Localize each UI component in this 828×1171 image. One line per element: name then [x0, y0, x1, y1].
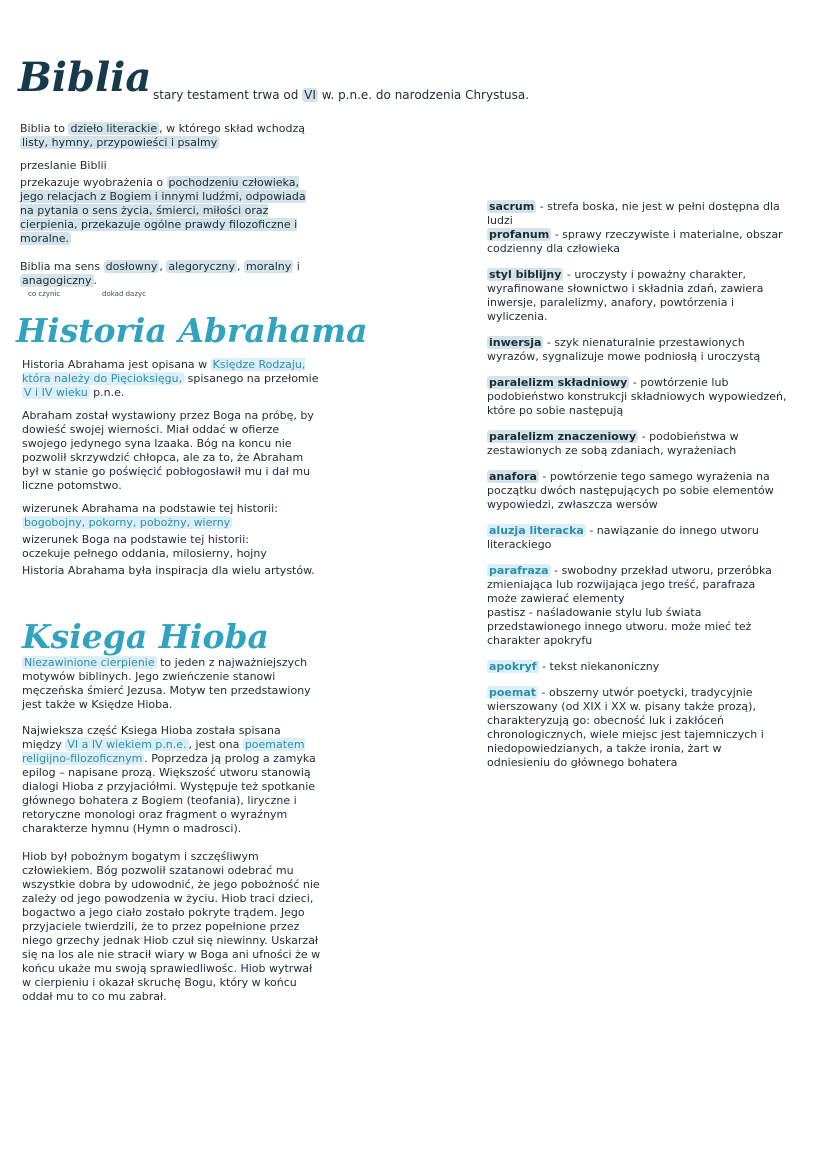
title-ksiega-hioba: Ksiega Hioba	[22, 617, 269, 656]
abraham-image: wizerunek Abrahama na podstawie tej historii: bogobojny, pokorny, pobożny, wierny	[22, 502, 278, 529]
abraham-section	[22, 358, 322, 587]
biblia-message-heading: przeslanie Biblii	[20, 159, 107, 172]
biblia-section	[20, 122, 320, 301]
abraham-intro: Historia Abrahama jest opisana w Księdze Rodzaju, która należy do Pięcioksięgu, spisanego na przełomie V i IV wieku p.n.e.	[22, 358, 319, 399]
glossary-item-aluzja: aluzja literacka - nawiązanie do innego utworu literackiego	[487, 524, 759, 551]
biblia-senses: Biblia ma sens dosłowny , alegoryczny , moralny i anagogiczny .	[20, 260, 300, 287]
biblia-intro: Biblia to dzieło literackie , w którego skład wchodzą listy, hymny, przypowieści i psalmy	[20, 122, 305, 149]
title-biblia: Biblia	[18, 54, 152, 101]
glossary-item-anafora: anafora - powtórzenie tego samego wyrażenia na początku dwóch następujących po sobie elementów wypowiedzi, zwłaszcza wersów	[487, 470, 774, 511]
hiob-story: Hiob był pobożnym bogatym i szczęśliwym człowiekiem. Bóg pozwolił szatanowi odebrać mu wszystkie dobra by udowodnić, że jego pobożność nie zależy od jego powodzenia w życiu. Hiob traci dzieci, bogactwo a jego ciało zostało pokryte trądem. Jego przyjaciele twierdzili, że to przez popełnione przez niego grzechy jednak Hiob czuł się niewinny. Uskarzał się na los ale nie stracił wiary w Boga ani ufności że w końcu ukaże mu swoją sprawiedliwośc. Hiob wytrwał w cierpieniu i okazał skruchę Bogu, który w końcu oddał mu to co mu zabrał.	[22, 850, 321, 1003]
title-historia-abrahama: Historia Abrahama	[16, 311, 368, 350]
abraham-story: Abraham został wystawiony przez Boga na próbę, by dowieść swojej wierności. Miał oddać w ofierze swojego jedynego syna Izaaka. Bóg na koncu nie pozwolił skrzywdzić chłopca, ale za to, że Abraham był w stanie go poświęcić pobłogosławił mu i dał mu liczne potomstwo.	[22, 409, 314, 492]
hiob-section	[22, 656, 322, 1013]
god-image: wizerunek Boga na podstawie tej historii: oczekuje pełnego oddania, milosierny, hojny	[22, 533, 267, 560]
hiob-intro: Niezawinione cierpienie to jeden z najważniejszych motywów biblinych. Jego zwieńczenie stanowi męczeńska śmierć Jezusa. Motyw ten przedstawiony jest także w Księdze Hioba.	[22, 656, 311, 711]
glossary-item-paralelizm-znaczeniowy: paralelizm znaczeniowy - podobieństwa w zestawionych ze sobą zdaniach, wyrażeniach	[487, 430, 739, 457]
glossary-item-apokryf: apokryf - tekst niekanoniczny	[489, 660, 660, 673]
biblia-subtitle: stary testament trwa od VI w. p.n.e. do narodzenia Chrystusa.	[153, 88, 530, 102]
glossary-item-sacrum: sacrum - strefa boska, nie jest w pełni dostępna dla ludzi profanum - sprawy rzeczywiste i materialne, obszar codzienny dla człowieka	[487, 200, 783, 255]
note-anagogiczny: dokad dazyc	[102, 290, 147, 298]
glossary-item-inwersja: inwersja - szyk nienaturalnie przestawionych wyrazów, sygnalizuje mowe podniosłą i uroczystą	[487, 336, 761, 363]
hiob-structure: Najwieksza część Ksiega Hioba została spisana między VI a IV wiekiem p.n.e. , jest ona poematem religijno-filozoficznym . Poprzedza ją prolog a zamyka epilog – napisane prozą. Większość utworu stanowią dialogi Hioba z przyjaciółmi. Występuje też spotkanie głównego bohatera z Bogiem (teofania), liryczne i retoryczne monologi oraz fragment o wyraźnym charakterze hymnu (Hymn o madrosci).	[22, 724, 316, 835]
biblia-message: przekazuje wyobrażenia o pochodzeniu człowieka, jego relacjach z Bogiem i innymi ludźmi, odpowiada na pytania o sens życia, śmierci, miłości oraz cierpienia, przekazuje ogólne prawdy filozoficzne i moralne.	[20, 176, 306, 245]
glossary-item-parafraza: parafraza - swobodny przekład utworu, przeróbka zmieniająca lub rozwijająca jego treść, parafraza może zawierać elementy pastisz - naśladowanie stylu lub świata przedstawionego innego utworu. może mieć też charakter apokryfu	[487, 564, 772, 647]
glossary	[487, 200, 787, 782]
glossary-item-poemat: poemat - obszerny utwór poetycki, tradycyjnie wierszowany (od XIX i XX w. pisany także prozą), charakteryzują go: obecność luk i zakłóceń chronologicznych, wiele miejsc jest tajemniczych i niedopowiedzianych, a także ironia, żart w odniesieniu do głównego bohatera	[487, 686, 764, 769]
glossary-item-paralelizm-skladniowy: paralelizm składniowy - powtórzenie lub podobieństwo konstrukcji składniowych wypowiedzeń, które po sobie następują	[487, 376, 787, 417]
abraham-inspiration: Historia Abrahama była inspiracja dla wielu artystów.	[22, 564, 315, 577]
glossary-item-styl-biblijny: styl biblijny - uroczysty i poważny charakter, wyrafinowane słownictwo i składnia zdań, zawiera inwersje, paralelizmy, anafory, powtórzenia i wyliczenia.	[487, 268, 764, 323]
note-moralny: co czynic	[28, 290, 61, 298]
